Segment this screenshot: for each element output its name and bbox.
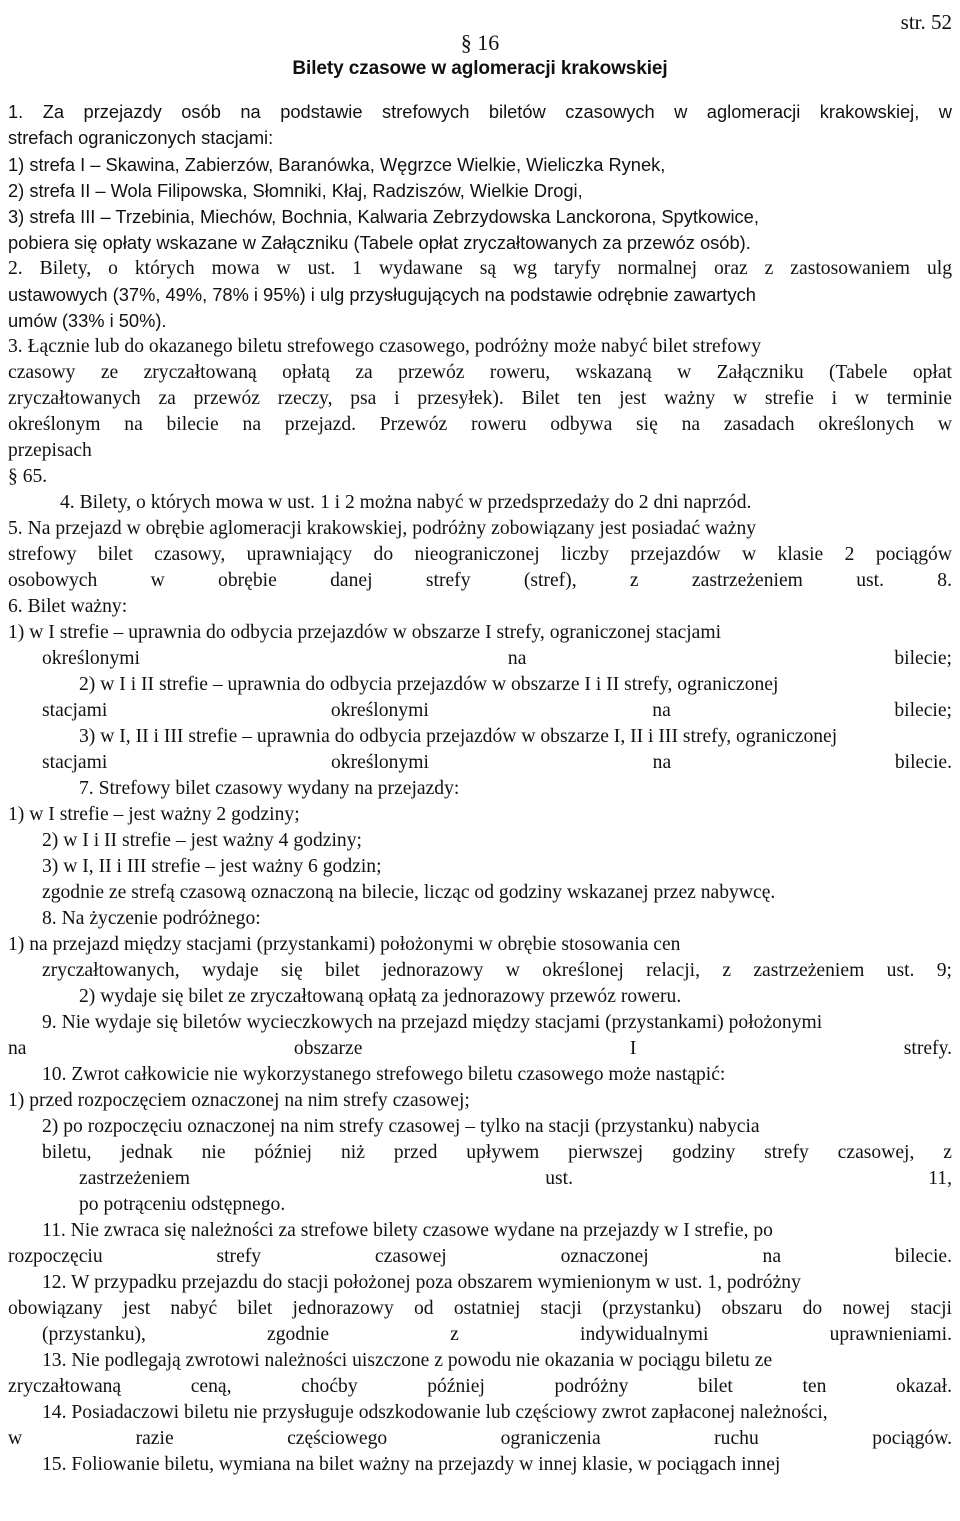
text-line: określonymi na bilecie;	[42, 648, 952, 669]
page-number: str. 52	[900, 10, 952, 34]
text-line: 11. Nie zwraca się należności za strefowe bilety czasowe wydane na przejazdy w I strefie, po	[42, 1220, 773, 1241]
text-line: § 65.	[8, 466, 48, 487]
text-line: umów (33% i 50%).	[8, 310, 167, 331]
text-line: strefowy bilet czasowy, uprawniający do nieograniczonej liczby przejazdów w klasie 2 pociągów	[8, 544, 952, 565]
text-line: zryczałtowaną ceną, choćby później podróżny bilet ten okazał.	[8, 1376, 952, 1397]
text-line: 3) w I, II i III strefie – uprawnia do odbycia przejazdów w obszarze I, II i III strefy, ograniczonej	[79, 726, 838, 747]
text-line: 2) po rozpoczęciu oznaczonej na nim strefy czasowej – tylko na stacji (przystanku) nabycia	[42, 1116, 760, 1137]
text-line: 3) w I, II i III strefie – jest ważny 6 godzin;	[42, 856, 382, 877]
text-line: 1) na przejazd między stacjami (przystankami) położonymi w obrębie stosowania cen	[8, 934, 681, 955]
text-line: czasowy ze zryczałtowaną opłatą za przewóz roweru, wskazaną w Załączniku (Tabele opłat	[8, 362, 952, 383]
text-line: 2) strefa II – Wola Filipowska, Słomniki, Kłaj, Radziszów, Wielkie Drogi,	[8, 180, 583, 201]
text-line: zryczałtowanych za przewóz rzeczy, psa i przesyłek). Bilet ten jest ważny w strefie i w terminie	[8, 388, 952, 409]
text-line: 1) strefa I – Skawina, Zabierzów, Baranówka, Węgrzce Wielkie, Wieliczka Rynek,	[8, 154, 666, 175]
text-line: 9. Nie wydaje się biletów wycieczkowych na przejazd między stacjami (przystankami) położonymi	[42, 1012, 823, 1033]
text-line: 2) w I i II strefie – jest ważny 4 godziny;	[42, 830, 362, 851]
text-line: zastrzeżeniem ust. 11,	[79, 1168, 952, 1189]
text-line: na obszarze I strefy.	[8, 1038, 952, 1059]
text-line: 1) w I strefie – uprawnia do odbycia przejazdów w obszarze I strefy, ograniczonej stacjami	[8, 622, 722, 643]
text-line: 14. Posiadaczowi biletu nie przysługuje odszkodowanie lub częściowy zwrot zapłaconej należności,	[42, 1402, 828, 1423]
text-line: 6. Bilet ważny:	[8, 596, 128, 617]
text-line: zryczałtowanych, wydaje się bilet jednorazowy w określonej relacji, z zastrzeżeniem ust. 9;	[42, 960, 952, 981]
text-line: stacjami określonymi na bilecie;	[42, 700, 952, 721]
text-line: 5. Na przejazd w obrębie aglomeracji krakowskiej, podróżny zobowiązany jest posiadać ważny	[8, 518, 757, 539]
text-line: 2) wydaje się bilet ze zryczałtowaną opłatą za jednorazowy przewóz roweru.	[79, 986, 682, 1007]
text-line: 4. Bilety, o których mowa w ust. 1 i 2 można nabyć w przedsprzedaży do 2 dni naprzód.	[60, 492, 752, 513]
text-line: zgodnie ze strefą czasową oznaczoną na bilecie, licząc od godziny wskazanej przez nabywcę.	[42, 882, 776, 903]
page-title: Bilety czasowe w aglomeracji krakowskiej	[292, 58, 668, 79]
text-line: pobiera się opłaty wskazane w Załączniku (Tabele opłat zryczałtowanych za przewóz osób).	[8, 232, 751, 253]
text-line: biletu, jednak nie później niż przed upływem pierwszej godziny strefy czasowej, z	[42, 1142, 952, 1163]
text-line: 1) w I strefie – jest ważny 2 godziny;	[8, 804, 300, 825]
text-line: 12. W przypadku przejazdu do stacji położonej poza obszarem wymienionym w ust. 1, podróżny	[42, 1272, 801, 1293]
text-line: rozpoczęciu strefy czasowej oznaczonej na bilecie.	[8, 1246, 952, 1267]
text-line: określonym na bilecie na przejazd. Przewóz roweru odbywa się na zasadach określonych w	[8, 414, 952, 435]
text-line: 2. Bilety, o których mowa w ust. 1 wydawane są wg taryfy normalnej oraz z zastosowaniem ulg	[8, 258, 952, 279]
text-line: przepisach	[8, 440, 92, 461]
text-line: 1) przed rozpoczęciem oznaczonej na nim strefy czasowej;	[8, 1090, 470, 1111]
text-line: obowiązany jest nabyć bilet jednorazowy od ostatniej stacji (przystanku) obszaru do nowej stacji	[8, 1298, 952, 1319]
text-line: 8. Na życzenie podróżnego:	[42, 908, 261, 929]
text-line: 2) w I i II strefie – uprawnia do odbycia przejazdów w obszarze I i II strefy, ograniczonej	[79, 674, 779, 695]
text-line: 3) strefa III – Trzebinia, Miechów, Bochnia, Kalwaria Zebrzydowska Lanckorona, Spytkowice,	[8, 206, 759, 227]
text-line: po potrąceniu odstępnego.	[79, 1194, 286, 1215]
text-line: 13. Nie podlegają zwrotowi należności uiszczone z powodu nie okazania w pociągu biletu ze	[42, 1350, 773, 1371]
section-number: § 16	[460, 30, 500, 55]
text-line: 15. Foliowanie biletu, wymiana na bilet ważny na przejazdy w innej klasie, w pociągach innej	[42, 1454, 781, 1475]
text-line: 7. Strefowy bilet czasowy wydany na przejazdy:	[79, 778, 460, 799]
text-line: 1. Za przejazdy osób na podstawie strefowych biletów czasowych w aglomeracji krakowskiej, w	[8, 101, 952, 122]
text-line: strefach ograniczonych stacjami:	[8, 127, 274, 148]
text-line: stacjami określonymi na bilecie.	[42, 752, 952, 773]
text-line: w razie częściowego ograniczenia ruchu pociągów.	[8, 1428, 952, 1449]
text-line: ustawowych (37%, 49%, 78% i 95%) i ulg przysługujących na podstawie odrębnie zawartych	[8, 284, 756, 305]
text-line: 3. Łącznie lub do okazanego biletu strefowego czasowego, podróżny może nabyć bilet strefowy	[8, 336, 762, 357]
text-line: osobowych w obrębie danej strefy (stref), z zastrzeżeniem ust. 8.	[8, 570, 952, 591]
text-line: (przystanku), zgodnie z indywidualnymi uprawnieniami.	[42, 1324, 952, 1345]
text-line: 10. Zwrot całkowicie nie wykorzystanego strefowego biletu czasowego może nastąpić:	[42, 1064, 726, 1085]
